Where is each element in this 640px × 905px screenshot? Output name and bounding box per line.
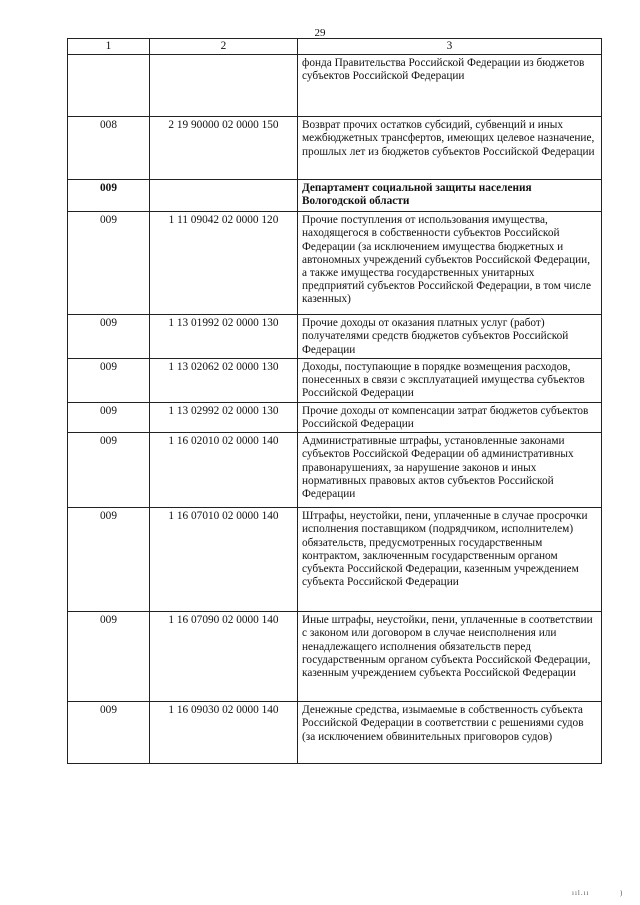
- table-row: [68, 212, 602, 315]
- revenue-codes-table: [67, 38, 602, 764]
- column-header-3: 3: [298, 39, 602, 55]
- table-row: [68, 402, 602, 432]
- budget-classification-code-cell: 1 11 09042 02 0000 120: [150, 212, 298, 315]
- table-body: [68, 39, 602, 764]
- column-header-2: 2: [150, 39, 298, 55]
- table-row: [68, 433, 602, 508]
- admin-code-cell: 009: [68, 612, 150, 702]
- budget-classification-code-cell: 1 16 09030 02 0000 140: [150, 702, 298, 764]
- table-row: [68, 508, 602, 612]
- budget-classification-code-cell: 1 16 07090 02 0000 140: [150, 612, 298, 702]
- scan-mark-edge: ): [620, 889, 623, 897]
- admin-code-cell: 009: [68, 315, 150, 359]
- admin-code-cell: 009: [68, 358, 150, 402]
- revenue-name-cell: Административные штрафы, установленные законами субъектов Российской Федерации об административных правонарушениях, за нарушение законов и иных нормативных правовых актов субъектов Российской Федерации: [298, 433, 602, 508]
- admin-code-cell: 009: [68, 508, 150, 612]
- revenue-name-cell: Прочие доходы от оказания платных услуг (работ) получателями средств бюджетов субъектов Российской Федерации: [298, 315, 602, 359]
- revenue-name-cell: Департамент социальной защиты населения Вологодской области: [298, 180, 602, 212]
- budget-classification-code-cell: [150, 55, 298, 117]
- admin-code-cell: 009: [68, 180, 150, 212]
- budget-classification-code-cell: 1 16 07010 02 0000 140: [150, 508, 298, 612]
- scan-mark: ııl.ıı: [572, 889, 590, 897]
- table-row: [68, 55, 602, 117]
- admin-code-cell: 009: [68, 702, 150, 764]
- table-row: [68, 358, 602, 402]
- revenue-name-cell: Доходы, поступающие в порядке возмещения расходов, понесенных в связи с эксплуатацией имущества субъектов Российской Федерации: [298, 358, 602, 402]
- budget-classification-code-cell: [150, 180, 298, 212]
- admin-code-cell: 009: [68, 402, 150, 432]
- table-row: [68, 180, 602, 212]
- table-row: [68, 117, 602, 180]
- revenue-name-cell: Иные штрафы, неустойки, пени, уплаченные в соответствии с законом или договором в случае неисполнения или ненадлежащего исполнения обязательств перед государственным органом субъекта Российской Федерации, казенным учреждением субъекта Российской Федерации: [298, 612, 602, 702]
- admin-code-cell: [68, 55, 150, 117]
- table-row: [68, 315, 602, 359]
- table-header-row: [68, 39, 602, 55]
- budget-classification-code-cell: 1 13 01992 02 0000 130: [150, 315, 298, 359]
- budget-classification-code-cell: 1 13 02062 02 0000 130: [150, 358, 298, 402]
- admin-code-cell: 008: [68, 117, 150, 180]
- revenue-name-cell: Денежные средства, изымаемые в собственность субъекта Российской Федерации в соответствии с решениями судов (за исключением обвинительных приговоров судов): [298, 702, 602, 764]
- budget-classification-code-cell: 2 19 90000 02 0000 150: [150, 117, 298, 180]
- revenue-name-cell: фонда Правительства Российской Федерации из бюджетов субъектов Российской Федерации: [298, 55, 602, 117]
- revenue-name-cell: Прочие доходы от компенсации затрат бюджетов субъектов Российской Федерации: [298, 402, 602, 432]
- revenue-name-cell: Возврат прочих остатков субсидий, субвенций и иных межбюджетных трансфертов, имеющих целевое назначение, прошлых лет из бюджетов субъектов Российской Федерации: [298, 117, 602, 180]
- budget-classification-code-cell: 1 16 02010 02 0000 140: [150, 433, 298, 508]
- revenue-name-cell: Штрафы, неустойки, пени, уплаченные в случае просрочки исполнения поставщиком (подрядчиком, исполнителем) обязательств, предусмотренных государственным контрактом, заключенным государственным органом субъекта Российской Федерации, казенным учреждением субъекта Российской Федерации: [298, 508, 602, 612]
- budget-classification-code-cell: 1 13 02992 02 0000 130: [150, 402, 298, 432]
- page-number: 29: [314, 27, 326, 39]
- column-header-1: 1: [68, 39, 150, 55]
- admin-code-cell: 009: [68, 212, 150, 315]
- table-row: [68, 702, 602, 764]
- table-row: [68, 612, 602, 702]
- admin-code-cell: 009: [68, 433, 150, 508]
- revenue-name-cell: Прочие поступления от использования имущества, находящегося в собственности субъектов Российской Федерации (за исключением имущества бюджетных и автономных учреждений субъектов Российской Федерации, а также имущества государственных унитарных предприятий субъектов Российской Федерации, в том числе казенных): [298, 212, 602, 315]
